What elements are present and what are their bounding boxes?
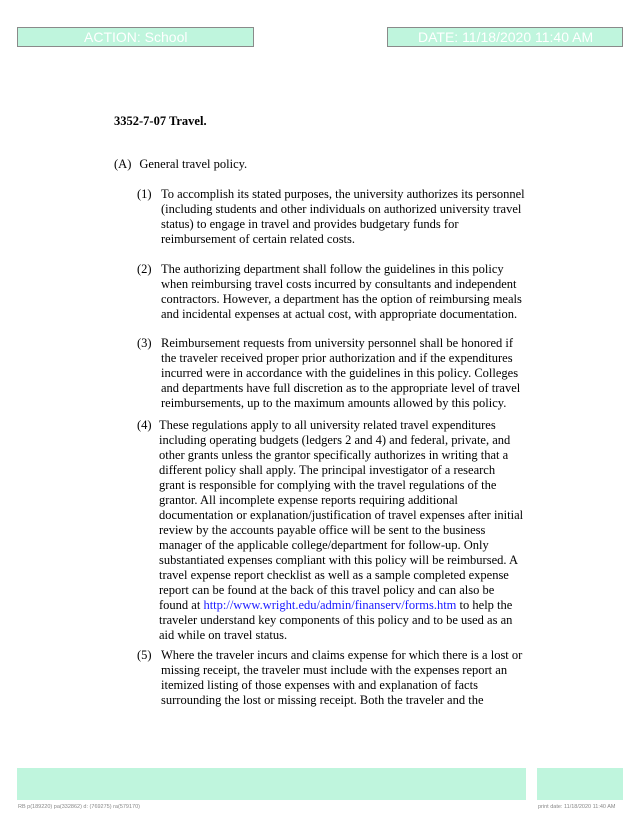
paragraph-text: Where the traveler incurs and claims expense for which there is a lost or missing receipt, the traveler must include with the expenses report an itemized listing of those expenses with and explanation of facts surrounding the lost or missing receipt. Both the traveler and the xyxy=(161,648,523,707)
paragraph-3 xyxy=(137,336,537,414)
date-header-box xyxy=(387,27,623,47)
paragraph-number: (1) xyxy=(137,187,152,201)
paragraph-first-line: These regulations apply to all university related travel expenditures xyxy=(159,418,496,432)
date-label: DATE: 11/18/2020 11:40 AM xyxy=(418,29,594,45)
paragraph-1 xyxy=(137,187,537,249)
text-after-link: to help the traveler understand key components of this policy and to be used as an aid while on travel status. xyxy=(159,598,513,642)
paragraph-text: To accomplish its stated purposes, the university authorizes its personnel (including students and other individuals on authorized university travel status) to engage in travel and provides budgetary funds for reimbursement of certain related costs. xyxy=(161,187,525,246)
paragraph-2 xyxy=(137,262,537,324)
footer-print-date: print date: 11/18/2020 11:40 AM xyxy=(538,804,616,810)
text-before-link: including operating budgets (ledgers 2 and 4) and federal, private, and other grants unless the grantor specifically authorizes in writing that a different policy shall apply. The principal investigator of a research grant is responsible for complying with the travel regulations of the grantor. All incomplete expense reports requiring additional documentation or explanation/justification of travel expenses after initial review by the accounts payable office will be sent to the business manager of the applicable college/department for follow-up. Only substantiated expenses compliant with this policy will be reimbursed. A travel expense report checklist as well as a sample completed expense report can be found at the back of this travel policy and can also be found at xyxy=(159,433,524,612)
paragraph-number: (2) xyxy=(137,262,152,276)
paragraph-number: (4) xyxy=(137,418,152,432)
section-title: General travel policy. xyxy=(139,157,248,171)
forms-link[interactable]: http://www.wright.edu/admin/finanserv/forms.htm xyxy=(203,598,457,612)
section-heading xyxy=(114,157,247,172)
footer-box-right xyxy=(537,768,623,800)
paragraph-4 xyxy=(137,418,537,648)
paragraph-number: (5) xyxy=(137,648,152,662)
paragraph-text: Reimbursement requests from university personnel shall be honored if the traveler received proper prior authorization and if the expenditures incurred were in accordance with the guidelines in this policy. Colleges and departments have full discretion as to the appropriate level of travel reimbursements, up to the maximum amounts allowed by this policy. xyxy=(161,336,521,410)
paragraph-text: The authorizing department shall follow the guidelines in this policy when reimbursing travel costs incurred by consultants and independent contractors. However, a department has the option of reimbursing meals and incidental expenses at actual cost, with appropriate documentation. xyxy=(161,262,522,321)
paragraph-5 xyxy=(137,648,537,710)
section-label: (A) xyxy=(114,157,132,171)
paragraph-number: (3) xyxy=(137,336,152,350)
paragraph-text xyxy=(159,433,539,643)
action-label: ACTION: School xyxy=(84,29,188,45)
footer-record-info: RB p(189220) pa(332862) d: (769275) ra(579170) xyxy=(18,804,140,810)
action-header-box xyxy=(17,27,254,47)
rule-title: 3352-7-07 Travel. xyxy=(114,114,207,128)
footer-box-left xyxy=(17,768,526,800)
